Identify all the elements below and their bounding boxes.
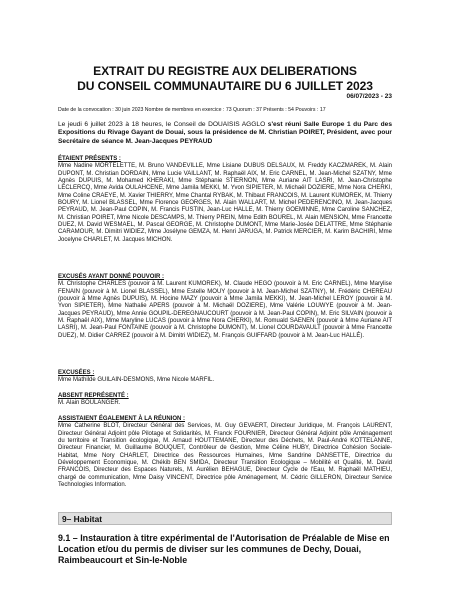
intro-part-1: Le jeudi 6 juillet 2023 à 18 heures, le Conseil de DOUAISIS AGGLO xyxy=(58,121,266,128)
intro-paragraph xyxy=(58,121,392,146)
excuses-list: Mme Mathilde GUILAIN-DESMONS, Mme Nicole MARFIL. xyxy=(58,377,215,384)
absent-list: M. Alain BOULANGER. xyxy=(58,400,121,407)
section-bar-label: 9– Habitat xyxy=(62,514,103,524)
pouvoirs-list: M. Christophe CHARLES (pouvoir à M. Laurent KUMOREK), M. Claude HEGO (pouvoir à M. Eric CARNEL), Mme Marylise FENAIN (pouvoir à M. Lionel BLASSEL), Mme Estelle MOUY (pouvoir à M. Jean-Michel SZATNY), M. Frédéric CHEREAU (pouvoir à Mme Agnès DUPUIS), M. Hocine MAZY (pouvoir à Mme Jamila MEKKI), M. Jean-Michel LEROY (pouvoir à M. Yvon SIPIETER), Mme Nathalie APERS (pouvoir à M. Michaël DOZIERE), Mme Valérie LOUWYE (pouvoir à M. Jean-Jacques PEYRAUD), Mme Annie GOUPIL-DEREGNAUCOURT (pouvoir à M. Jean-Paul COPIN), M. Eric SILVAIN (pouvoir à M. Raphaël AIX), Mme Maryline LUCAS (pouvoir à Mme Nora CHERKI), M. Romuald SAENEN (pouvoir à Mme Auriane AIT LASRI), M. Jean-Paul FONTAINE (pouvoir à M. Christophe DUMONT), M. Lionel COURDAVAULT (pouvoir à Mme Francette DUEZ), M. Didier CARREZ (pouvoir à M. Dimitri WIDIEZ), M. François GUIFFARD (pouvoir à M. Jean-Luc HALLÉ). xyxy=(58,281,392,339)
absent-section xyxy=(58,393,392,408)
assistaient-heading: ASSISTAIENT ÉGALEMENT À LA RÉUNION : xyxy=(58,416,186,422)
assistaient-list: Mme Catherine BLOT, Directeur Général des Services, M. Guy GEVAERT, Directeur Juridique, M. François LAURENT, Directeur Général Adjoint pôle Pilotage et Solidarités, M. Franck FOURNIER, Directeur Général Adjoint pôle Aménagement du territoire et Transition écologique, M. Arnaud HOUTTEMANE, Directeur des Déchets, M. Paul-André KOTTELANNE, Directeur Financier, M. Guillaume BOUQUET, Contrôleur de Gestion, Mme Céline HUBY, Directrice Cohésion Sociale-Habitat, Mme Nory CHARLET, Directrice des Ressources Humaines, Mme Sandrine DANSETTE, Directrice du Développement Economique, M. Chékib BEN SMIDA, Directeur Transition Ecologique – Mobilité et Qualité, M. David FRANCOIS, Directeur des Espaces Naturels, M. Aurélien BEHAGUE, Directeur Cycle de l'Eau, M. Raphaël MATHIEU, chargé de communication, Mme Daisy VINCENT, Directrice pôle Aménagement, M. Cédric GILLERON, Directeur Service Technologies Information. xyxy=(58,423,392,489)
section-bar-habitat xyxy=(58,512,392,525)
presents-section xyxy=(58,156,392,244)
absent-heading: ABSENT REPRÉSENTÉ : xyxy=(58,393,129,399)
pouvoirs-section xyxy=(58,274,392,340)
agenda-item-title: 9.1 – Instauration à titre expérimental de l'Autorisation de Préalable de Mise en Location et/ou du permis de diviser sur les communes de Dechy, Douai, Raimbeaucourt et Sin-le-Noble xyxy=(58,533,390,565)
presents-heading: ÉTAIENT PRÉSENTS : xyxy=(58,156,121,162)
intro-part-2: s'est réuni Salle Europe 1 du Parc des Expositions du Rivage Gayant de Douai, sous la présidence de M. Christian POIRET, Président, avec pour Secrétaire de séance M. Jean-Jacques PEYRAUD xyxy=(58,121,392,145)
title-line-2: DU CONSEIL COMMUNAUTAIRE DU 6 JUILLET 2023 xyxy=(77,78,373,93)
pouvoirs-heading: EXCUSÉS AYANT DONNÉ POUVOIR : xyxy=(58,274,165,280)
title-line-1: EXTRAIT DU REGISTRE AUX DELIBERATIONS xyxy=(93,64,357,78)
deliberation-reference: 06/07/2023 - 23 xyxy=(346,93,392,100)
excuses-heading: EXCUSÉES : xyxy=(58,370,95,376)
excuses-section xyxy=(58,370,392,385)
assistaient-section xyxy=(58,416,392,489)
document-title xyxy=(58,64,392,93)
convocation-info: Date de la convocation : 30 juin 2023 Nombre de membres en exercice : 73 Quorum : 37 Présents : 54 Pouvoirs : 17 xyxy=(58,107,326,113)
presents-list: Mme Nadine MORTELETTE, M. Bruno VANDEVILLE, Mme Lisiane DUBUS DELSAUX, M. Freddy KACZMAREK, M. Alain DUPONT, M. Christian DORDAIN, Mme Lucie VAILLANT, M. Raphaël AIX, M. Eric CARNEL, M. Jean-Michel SZATNY, Mme Agnès DUPUIS, M. Mohamed KHERAKI, Mme Stéphanie STIERNON, Mme Auriane AIT LASRI, M. Jean-Christophe LECLERCQ, Mme Avida OULAHCENE, Mme Jamila MEKKI, M. Yvon SIPIETER, M. Michaël DOZIERE, Mme Nora CHERKI, Mme Coline CRAEYE, M. Xavier THIERRY, Mme Chantal RYBAK, M. Thibaut FRANCOIS, M. Laurent KUMOREK, M. Thierry BOURY, M. Lionel BLASSEL, Mme Florence GEORGES, M. Alain WALLART, M. Michel PEDERENCINO, M. Jean-Jacques PEYRAUD, M. Jean-Paul COPIN, M. Francis FUSTIN, Jean-Luc HALLE, M. Thierry GOEMINNE, Mme Caroline SANCHEZ, M. Christian POIRET, Mme Nicole DESCAMPS, M. Thierry PREIN, Mme Edith BOUREL, M. Alain MENSION, Mme Francette DUEZ, M. David WESMAEL, M. Pascal GEORGE, M. Christophe DUMONT, Mme Marie-Josée DELATTRE, Mme Stéphanie CARAMOUR, M. Dimitri WIDIEZ, Mme Josélyne GEMZA, M. Henri JARUGA, M. Patrick MERCIER, M. Karim BACHIRI, Mme Jocelyne CHARLET, M. Jacques MICHON. xyxy=(58,163,392,243)
